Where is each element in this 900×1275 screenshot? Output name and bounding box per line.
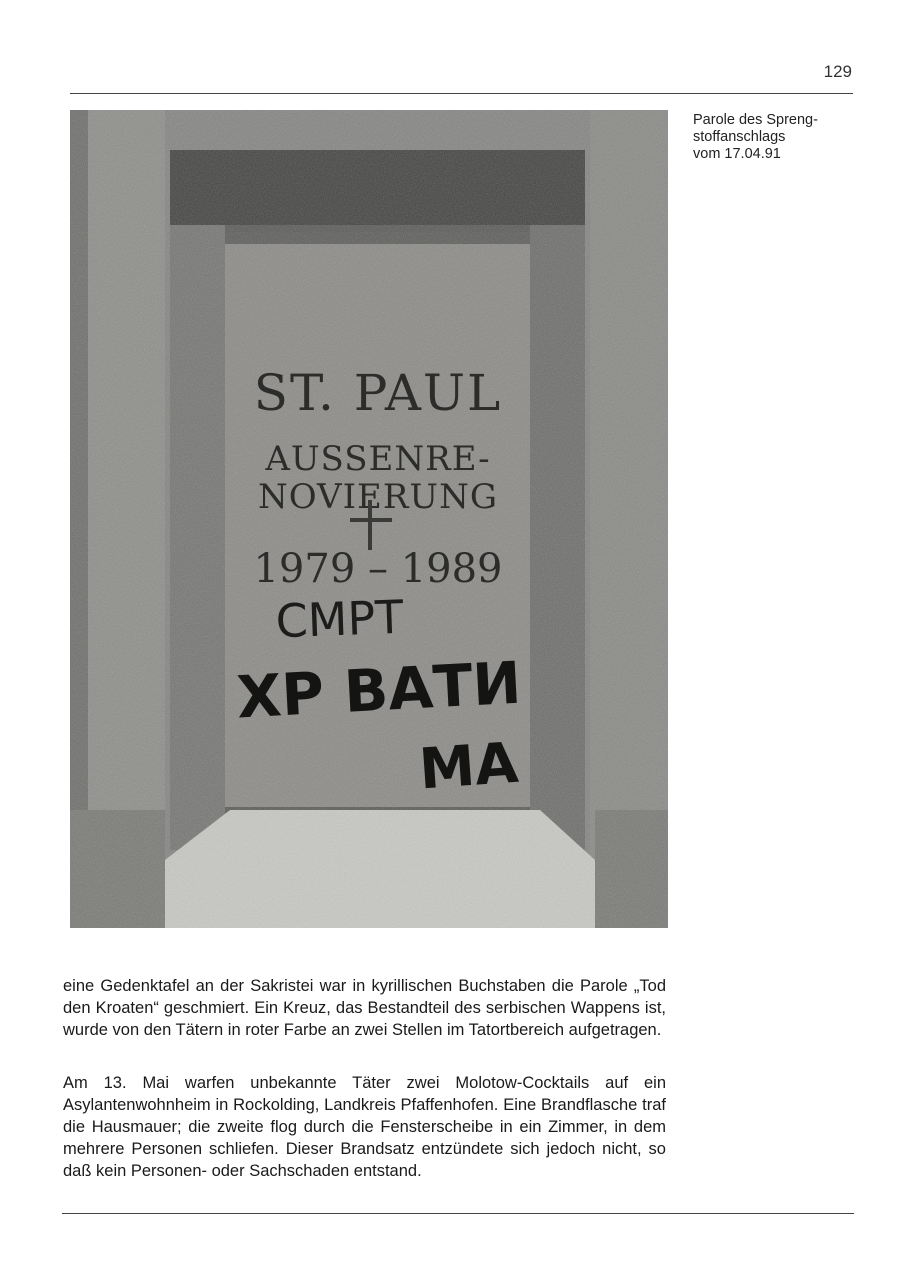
- graffiti-line-1: СМРТ: [274, 589, 405, 649]
- photo-plaque: [70, 110, 668, 928]
- header-rule: [70, 93, 853, 94]
- body-paragraph-1: eine Gedenktafel an der Sakristei war in kyrillischen Buchstaben die Parole „Tod den Kroaten“ geschmiert. Ein Kreuz, das Bestandteil des serbischen Wappens ist, wurde von den Tätern in roter Farbe an zwei Stellen im Tatortbereich aufgetragen.: [63, 977, 666, 1039]
- graffiti-line-3: МА: [417, 730, 521, 803]
- body-paragraph-2: Am 13. Mai warfen unbekannte Täter zwei Molotow-Cocktails auf ein Asylantenwohnheim in Rockolding, Landkreis Pfaffenhofen. Eine Brandflasche traf die Hausmauer; die zweite flog durch die Fensterscheibe in ein Zimmer, in dem mehrere Personen schliefen. Dieser Brandsatz entzündete sich jedoch nicht, so daß kein Personen- oder Sachschaden entstand.: [63, 1074, 666, 1180]
- photo-caption: Parole des Spreng- stoffanschlags vom 17.04.91: [693, 112, 818, 162]
- footer-rule: [62, 1213, 854, 1214]
- page-number: 129: [823, 62, 852, 81]
- plaque-line-3: NOVIERUNG: [258, 477, 498, 517]
- plaque-line-4: 1979 – 1989: [253, 546, 503, 592]
- plaque-line-1: ST. PAUL: [253, 364, 503, 422]
- photo-plaque-graphic: [70, 110, 668, 928]
- plaque-line-2: AUSSENRE-: [265, 439, 491, 479]
- graffiti-line-2: ХР ВАТИ: [235, 648, 523, 732]
